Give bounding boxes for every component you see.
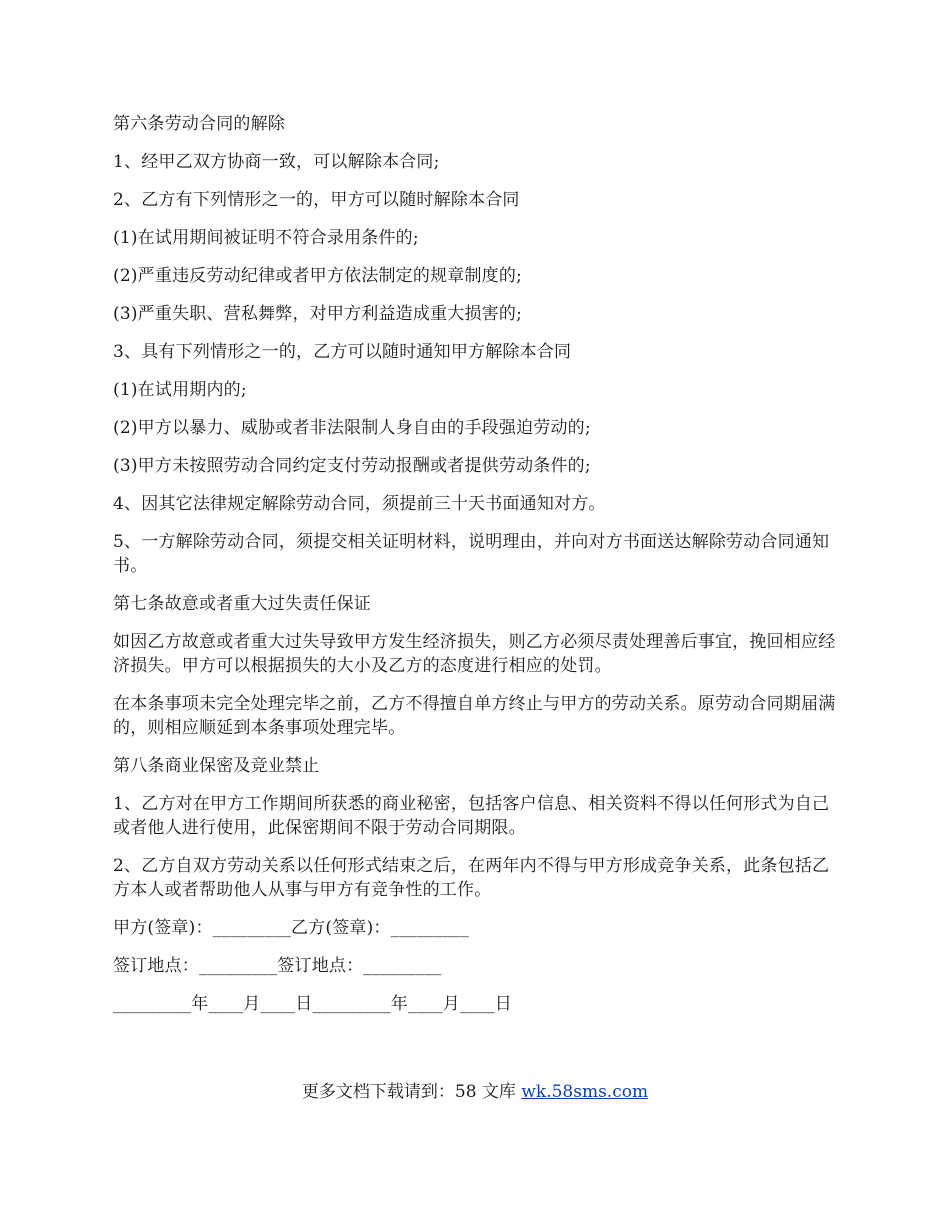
clause-6-3-item-2: (2)甲方以暴力、威胁或者非法限制人身自由的手段强迫劳动的; (113, 418, 591, 438)
signing-location-line: 签订地点：_________签订地点：_________ (113, 956, 442, 976)
footer-link[interactable]: wk.58sms.com (521, 1082, 649, 1102)
clause-6-2: 2、乙方有下列情形之一的，甲方可以随时解除本合同 (113, 190, 520, 210)
signature-line: 甲方(签章)：_________乙方(签章)：_________ (113, 918, 469, 938)
clause-6-2-item-2: (2)严重违反劳动纪律或者甲方依法制定的规章制度的; (113, 266, 523, 286)
heading-article-8: 第八条商业保密及竞业禁止 (113, 756, 320, 776)
clause-6-3-item-3: (3)甲方未按照劳动合同约定支付劳动报酬或者提供劳动条件的; (113, 456, 591, 476)
article-7-para-1: 如因乙方故意或者重大过失导致甲方发生经济损失，则乙方必须尽责处理善后事宜，挽回相应经济损失。甲方可以根据损失的大小及乙方的态度进行相应的处罚。 (113, 632, 836, 676)
clause-8-1: 1、乙方对在甲方工作期间所获悉的商业秘密，包括客户信息、相关资料不得以任何形式为自己或者他人进行使用，此保密期间不限于劳动合同期限。 (113, 794, 830, 838)
footer-text: 更多文档下载请到：58 文库 (301, 1082, 522, 1102)
date-line: _________年____月____日_________年____月____日 (113, 994, 512, 1014)
clause-6-2-item-1: (1)在试用期间被证明不符合录用条件的; (113, 228, 419, 248)
article-7-para-2: 在本条事项未完全处理完毕之前，乙方不得擅自单方终止与甲方的劳动关系。原劳动合同期届满的，则相应顺延到本条事项处理完毕。 (113, 694, 836, 738)
heading-article-6: 第六条劳动合同的解除 (113, 114, 285, 134)
heading-article-7: 第七条故意或者重大过失责任保证 (113, 594, 371, 614)
footer (0, 1080, 950, 1104)
clause-6-3-item-1: (1)在试用期内的; (113, 380, 247, 400)
clause-6-5: 5、一方解除劳动合同，须提交相关证明材料，说明理由，并向对方书面送达解除劳动合同通知书。 (113, 532, 830, 576)
clause-6-2-item-3: (3)严重失职、营私舞弊，对甲方利益造成重大损害的; (113, 304, 523, 324)
clause-6-3: 3、具有下列情形之一的，乙方可以随时通知甲方解除本合同 (113, 342, 572, 362)
clause-6-4: 4、因其它法律规定解除劳动合同，须提前三十天书面通知对方。 (113, 494, 606, 514)
document-page (113, 112, 843, 1030)
clause-8-2: 2、乙方自双方劳动关系以任何形式结束之后，在两年内不得与甲方形成竞争关系，此条包括乙方本人或者帮助他人从事与甲方有竞争性的工作。 (113, 856, 830, 900)
clause-6-1: 1、经甲乙双方协商一致，可以解除本合同; (113, 152, 440, 172)
